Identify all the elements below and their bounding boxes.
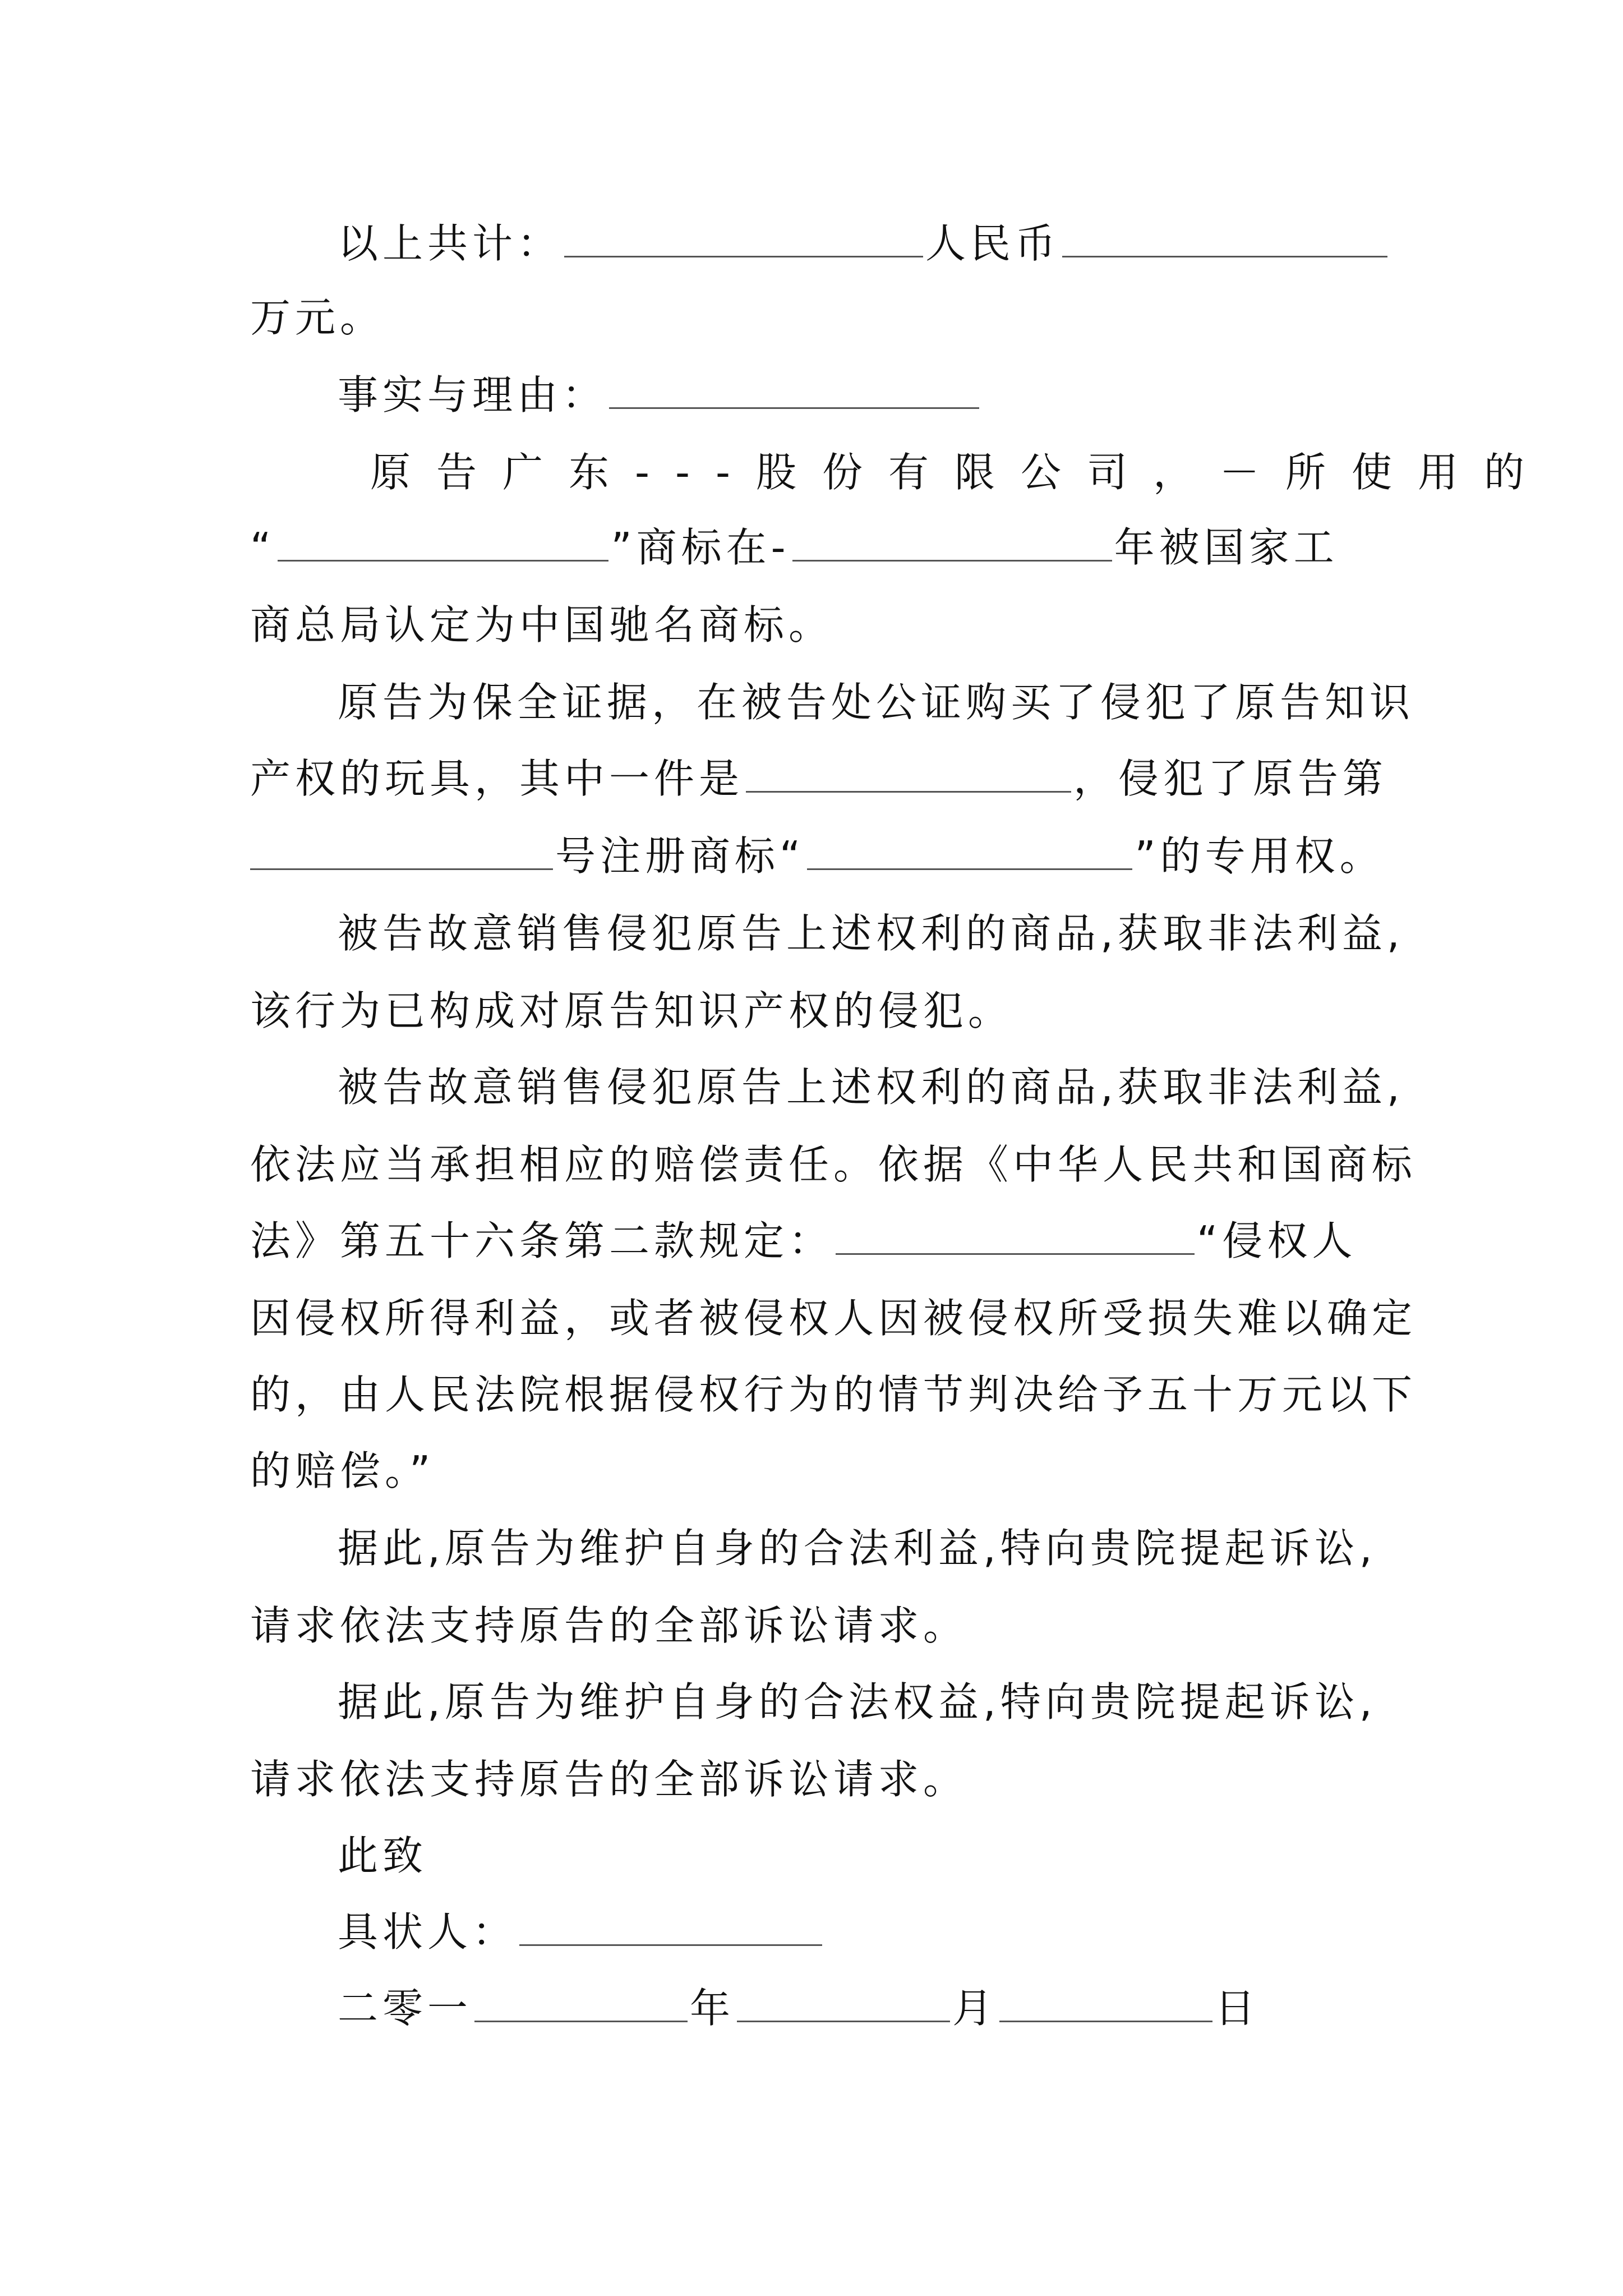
para6-line2	[250, 1756, 969, 1803]
facts-heading: 事实与理由：	[338, 371, 607, 418]
date-prefix: 二零一	[338, 1985, 473, 2032]
para4-line5	[250, 1371, 1417, 1418]
date-year-blank[interactable]	[474, 1989, 688, 2022]
date-day-blank[interactable]	[999, 1989, 1212, 2022]
total-blank[interactable]	[564, 224, 923, 257]
para6-line2-text: 请求依法支持原告的全部诉讼请求。	[250, 1756, 969, 1803]
product-blank[interactable]	[746, 760, 1071, 793]
para4-line2	[250, 1141, 1417, 1188]
signer-line	[338, 1908, 824, 1955]
para1-line2	[250, 524, 1339, 571]
date-year-label: 年	[690, 1985, 735, 2032]
facts-blank[interactable]	[609, 376, 979, 409]
signer-label: 具状人：	[338, 1908, 518, 1955]
year-blank[interactable]	[792, 528, 1112, 562]
para4-line5-text: 的，由人民法院根据侵权行为的情节判决给予五十万元以下	[250, 1371, 1417, 1418]
year-text: 年被国家工	[1114, 524, 1339, 571]
para2-line3	[250, 832, 1385, 880]
registered-trademark-blank[interactable]	[807, 837, 1132, 870]
para3-line1	[338, 910, 1404, 957]
close-quote-text: ”商标在-	[611, 524, 790, 571]
para4-line1-text: 被告故意销售侵犯原告上述权利的商品,获取非法利益,	[338, 1064, 1404, 1111]
date-month-blank[interactable]	[737, 1989, 950, 2022]
total-unit-line	[250, 294, 385, 341]
para6-line1	[338, 1678, 1377, 1726]
para3-line2-text: 该行为已构成对原告知识产权的侵犯。	[250, 987, 1013, 1034]
para4-line4-text: 因侵权所得利益，或者被侵权人因被侵权所受损失难以确定	[250, 1295, 1417, 1342]
para1-line1	[370, 449, 1550, 496]
signer-blank[interactable]	[519, 1913, 822, 1946]
para1-line3	[250, 601, 834, 648]
para1-line3-text: 商总局认定为中国驰名商标。	[250, 601, 834, 648]
para2-line2a: 产权的玩具，其中一件是	[250, 755, 744, 802]
open-quote: “	[250, 524, 276, 571]
para5-line2	[250, 1602, 969, 1649]
currency-blank[interactable]	[1062, 224, 1387, 257]
para5-line1-text: 据此,原告为维护自身的合法利益,特向贵院提起诉讼,	[338, 1525, 1377, 1572]
para4-line6-text: 的赔偿。”	[250, 1447, 435, 1494]
para5-line1	[338, 1525, 1377, 1572]
para4-line3b: “侵权人	[1197, 1217, 1357, 1264]
article-blank[interactable]	[836, 1222, 1195, 1255]
para2-line3a: 号注册商标“	[555, 832, 805, 880]
trademark-blank[interactable]	[278, 528, 608, 562]
para4-line1	[338, 1064, 1404, 1111]
total-line	[338, 220, 1390, 267]
date-day-label: 日	[1215, 1985, 1260, 2032]
para4-line6	[250, 1447, 435, 1494]
para4-line4	[250, 1295, 1417, 1342]
para2-line2b: ，侵犯了原告第	[1073, 755, 1388, 802]
para6-line1-text: 据此,原告为维护自身的合法权益,特向贵院提起诉讼,	[338, 1678, 1377, 1726]
currency-label: 人民币	[925, 220, 1061, 267]
date-line	[338, 1985, 1260, 2032]
para3-line2	[250, 987, 1013, 1034]
para2-line1-text: 原告为保全证据，在被告处公证购买了侵犯了原告知识	[338, 679, 1415, 726]
para2-line2	[250, 755, 1388, 802]
closing-line	[338, 1832, 428, 1879]
total-unit: 万元。	[250, 294, 385, 341]
closing-text: 此致	[338, 1832, 428, 1879]
date-month-label: 月	[952, 1985, 998, 2032]
registration-number-blank[interactable]	[250, 837, 553, 870]
facts-heading-line	[338, 371, 981, 418]
para4-line3a: 法》第五十六条第二款规定：	[250, 1217, 834, 1264]
para1-line1-text: 原告广东---股份有限公司，－所使用的	[370, 449, 1550, 496]
para4-line3	[250, 1217, 1357, 1264]
total-label: 以上共计：	[338, 220, 562, 267]
para4-line2-text: 依法应当承担相应的赔偿责任。依据《中华人民共和国商标	[250, 1141, 1417, 1188]
para5-line2-text: 请求依法支持原告的全部诉讼请求。	[250, 1602, 969, 1649]
para3-line1-text: 被告故意销售侵犯原告上述权利的商品,获取非法利益,	[338, 910, 1404, 957]
para2-line3b: ”的专用权。	[1135, 832, 1385, 880]
para2-line1	[338, 679, 1415, 726]
